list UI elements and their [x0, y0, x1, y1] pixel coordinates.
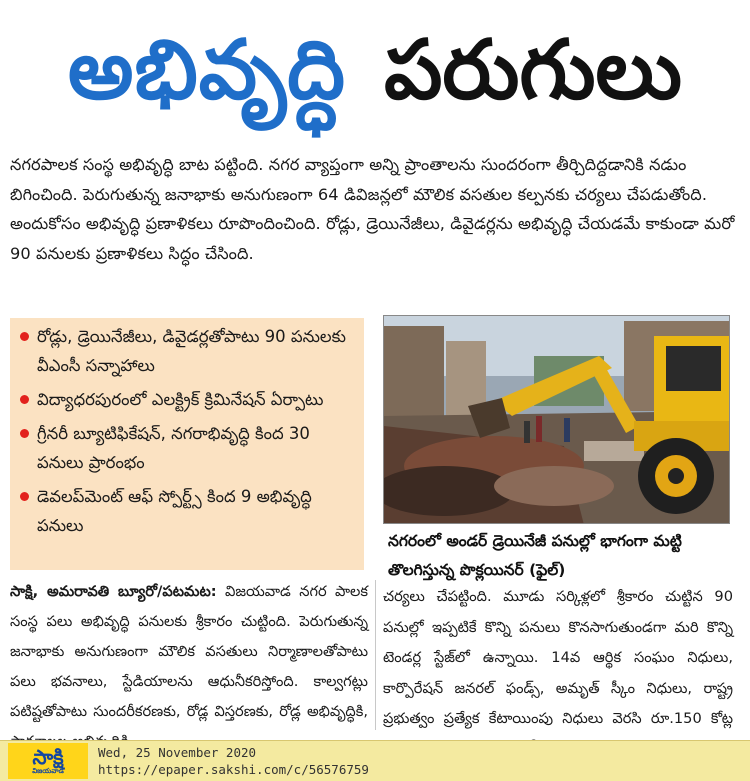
- logo-text: సాక్షి: [32, 745, 64, 769]
- bullet-dot-icon: [20, 332, 29, 341]
- highlight-text: రోడ్లు, డ్రెయినేజీలు, డివైడర్లతోపాటు 90 పనులకు వీఎంసీ సన్నాహాలు: [37, 327, 346, 375]
- article-text-right: చర్యలు చేపట్టింది. మూడు సర్కిళ్లలో శ్రీకారం చుట్టిన 90 పనుల్లో ఇప్పటికే కొన్ని పనులు కొనసాగుతుండగా మరి కొన్ని టెండర్ల స్టేజ్‌లో ఉన్నాయి. 14వ ఆర్థిక సంఘం నిధులు, కార్పొరేషన్ జనరల్ ఫండ్స్, అమృత్ స్కీం నిధులు, రాష్ట్ర ప్రభుత్వం ప్రత్యేక కేటాయింపు నిధులు వెరసి రూ.150 కోట్ల: [383, 588, 733, 727]
- highlight-item: [20, 322, 364, 380]
- logo-edition: విజయవాడ: [32, 767, 64, 775]
- footer-url[interactable]: https://epaper.sakshi.com/c/56576759: [98, 762, 369, 777]
- footer-date: Wed, 25 November 2020: [98, 745, 257, 760]
- article-column-left: [10, 577, 368, 757]
- headline-blue-word: అభివృద్ధి: [67, 23, 347, 118]
- highlight-item: [20, 482, 364, 540]
- bullet-dot-icon: [20, 395, 29, 404]
- highlight-text: విద్యాధరపురంలో ఎలక్ట్రిక్ క్రిమినేషన్ ఏర్పాటు: [37, 390, 324, 409]
- article-text-left: విజయవాడ నగర పాలక సంస్థ పలు అభివృద్ధి పనులకు శ్రీకారం చుట్టింది. పెరుగుతున్న జనాభాకు అనుగుణంగా మౌలిక వసతులు నిర్మాణాలతోపాటు పలు భవనాలు, స్టేడియాలను ఆధునీకరిస్తోంది. కాల్వగట్లు పటిష్టతోపాటు సుందరీకరణకు, రోడ్ల విస్తరణకు, రోడ్ల అభివృద్ధికి,: [10, 583, 369, 720]
- news-photo: [383, 315, 730, 524]
- photo-caption: నగరంలో అండర్ డ్రెయినేజీ పనుల్లో భాగంగా మట్టి తొలగిస్తున్న పొక్లయినర్ (ఫైల్): [388, 532, 682, 579]
- excavator-photo-illustration: [384, 316, 730, 524]
- bullet-dot-icon: [20, 429, 29, 438]
- highlights-box: [10, 318, 364, 570]
- headline: [0, 0, 750, 142]
- dateline: సాక్షి, అమరావతి బ్యూరో/పటమట:: [10, 583, 217, 600]
- sakshi-logo: [8, 743, 88, 779]
- intro-text: నగరపాలక సంస్థ అభివృద్ధి బాట పట్టింది. నగర వ్యాప్తంగా అన్ని ప్రాంతాలను సుందరంగా తీర్చిదిద్దడానికి నడుం బిగించింది. పెరుగుతున్న జనాభాకు అనుగుణంగా 64 డివిజన్లలో మౌలిక వసతుల కల్పనకు చర్యలు చేపడుతోంది. అందుకోసం అభివృద్ధి ప్రణాళికలు రూపొందించింది. రోడ్లు, డ్రెయినేజీలు, డివైడర్లను అభివృద్ధి చేయడమే కాకుండా మరో 90 పనులకు ప్రణాళికలు సిద్ధం చేసింది.: [10, 155, 735, 263]
- column-divider: [375, 580, 376, 730]
- epaper-footer: [0, 740, 750, 781]
- intro-paragraph: [10, 150, 738, 268]
- highlight-text: గ్రీనరీ బ్యూటిఫికేషన్, నగరాభివృద్ధి కింద 30 పనులు ప్రారంభం: [37, 424, 310, 472]
- bullet-dot-icon: [20, 492, 29, 501]
- highlight-text: డెవలప్‌మెంట్ ఆఫ్ స్పోర్ట్స్ కింద 9 అభివృద్ధి పనులు: [37, 487, 312, 535]
- highlight-item: [20, 385, 364, 414]
- headline-black-word: పరుగులు: [384, 23, 683, 118]
- highlight-item: [20, 419, 364, 477]
